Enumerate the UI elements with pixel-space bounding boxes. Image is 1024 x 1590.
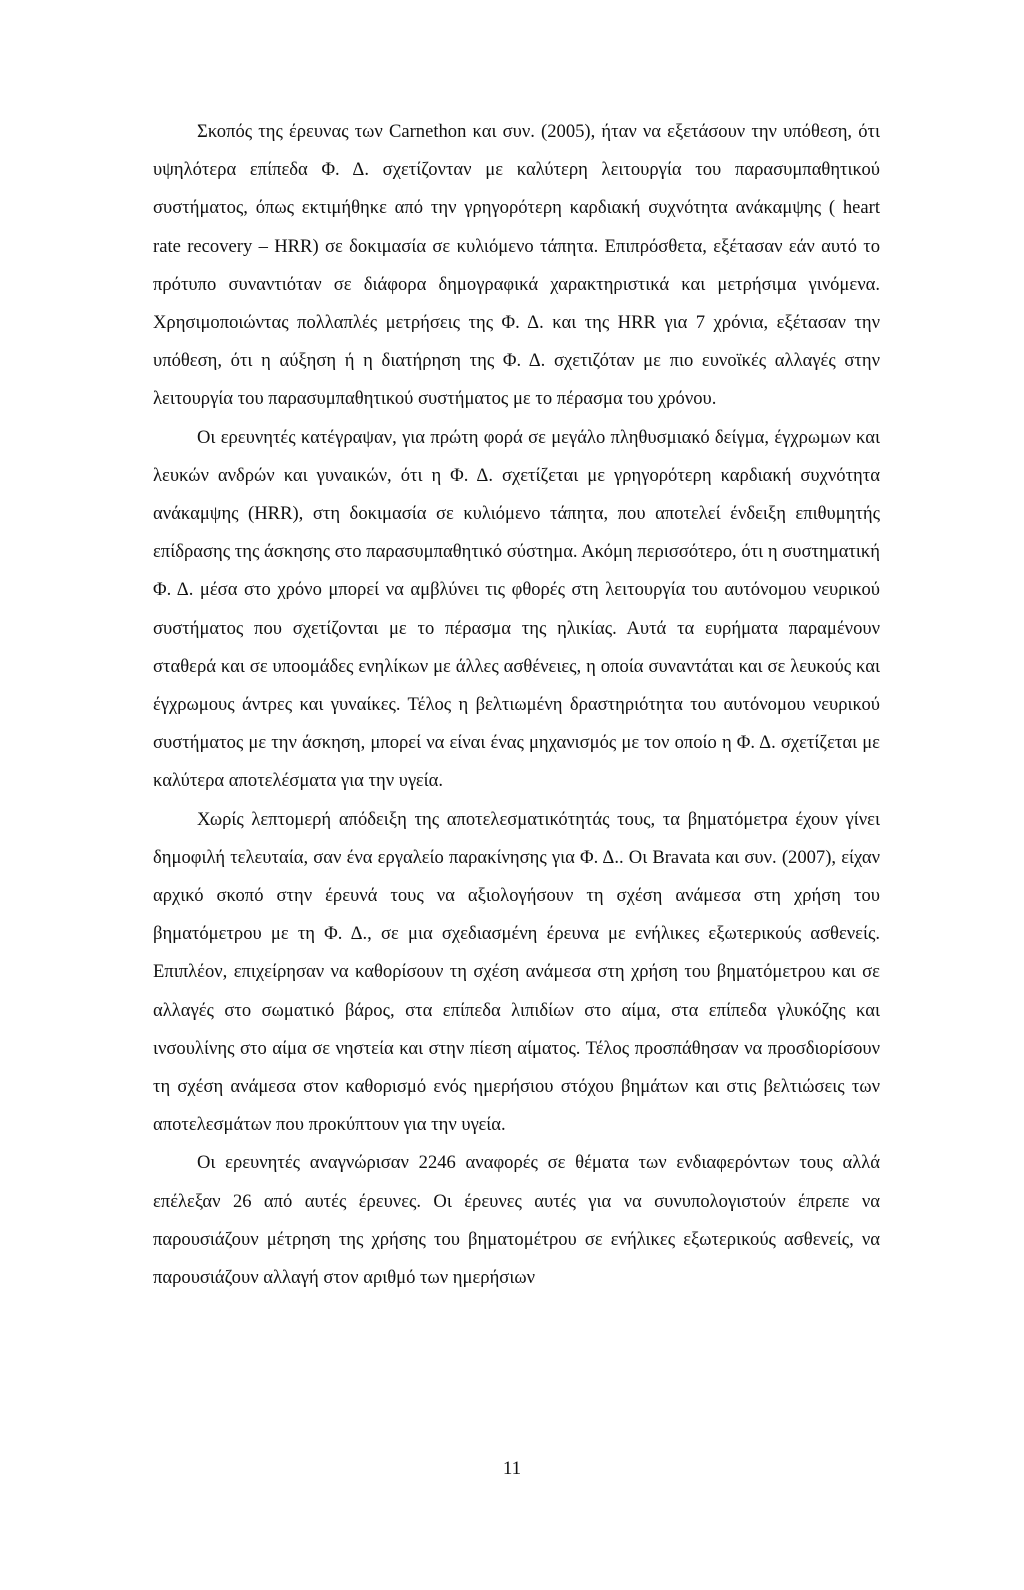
paragraph-identified-reports: Οι ερευνητές αναγνώρισαν 2246 αναφορές σε θέματα των ενδιαφερόντων τους αλλά επέλεξαν 26 από αυτές έρευνες. Οι έρευνες αυτές για να συνυπολογιστούν έπρεπε να παρουσιάζουν μέτρηση της χρήσης του βηματομέτρου σε ενήλικες εξωτερικούς ασθενείς, να παρουσιάζουν αλλαγή στον αριθμό των ημερήσιων [153,1152,880,1289]
paragraph-pedometers: Χωρίς λεπτομερή απόδειξη της αποτελεσματικότητάς τους, τα βηματόμετρα έχουν γίνει δημοφιλή τελευταία, σαν ένα εργαλείο παρακίνησης για Φ. Δ.. Οι Bravata και συν. (2007), είχαν αρχικό σκοπό στην έρευνά τους να αξιολογήσουν τη σχέση ανάμεσα στη χρήση του βηματόμετρου με τη Φ. Δ., σε μια σχεδιασμένη έρευνα με ενήλικες εξωτερικούς ασθενείς. Επιπλέον, επιχείρησαν να καθορίσουν τη σχέση ανάμεσα στη χρήση του βηματόμετρου και σε αλλαγές στο σωματικό βάρος, στα επίπεδα λιπιδίων στο αίμα, στα επίπεδα γλυκόζης και ινσουλίνης στο αίμα σε νηστεία και στην πίεση αίματος. Τέλος προσπάθησαν να προσδιορίσουν τη σχέση ανάμεσα στον καθορισμό ενός ημερήσιου στόχου βημάτων και στις βελτιώσεις των αποτελεσμάτων που προκύπτουν για την υγεία. [153,808,880,1136]
page-number: 11 [502,1458,522,1479]
paragraph-researchers-findings: Οι ερευνητές κατέγραψαν, για πρώτη φορά σε μεγάλο πληθυσμιακό δείγμα, έγχρωμων και λευκών ανδρών και γυναικών, ότι η Φ. Δ. σχετίζεται με γρηγορότερη καρδιακή συχνότητα ανάκαμψης (HRR), στη δοκιμασία σε κυλιόμενο τάπητα, που αποτελεί ένδειξη επιθυμητής επίδρασης της άσκησης στο παρασυμπαθητικό σύστημα. Ακόμη περισσότερο, ότι η συστηματική Φ. Δ. μέσα στο χρόνο μπορεί να αμβλύνει τις φθορές στη λειτουργία του αυτόνομου νευρικού συστήματος που σχετίζονται με το πέρασμα της ηλικίας. Αυτά τα ευρήματα παραμένουν σταθερά και σε υποομάδες ενηλίκων με άλλες ασθένειες, η οποία συναντάται και σε λευκούς και έγχρωμους άντρες και γυναίκες. Τέλος η βελτιωμένη δραστηριότητα του αυτόνομου νευρικού συστήματος με την άσκηση, μπορεί να είναι ένας μηχανισμός με τον οποίο η Φ. Δ. σχετίζεται με καλύτερα αποτελέσματα για την υγεία. [153,426,880,792]
document-body [153,113,880,1297]
paragraph-carnethon-study: Σκοπός της έρευνας των Carnethon και συν. (2005), ήταν να εξετάσουν την υπόθεση, ότι υψηλότερα επίπεδα Φ. Δ. σχετίζονταν με καλύτερη λειτουργία του παρασυμπαθητικού συστήματος, όπως εκτιμήθηκε από την γρηγορότερη καρδιακή συχνότητα ανάκαμψης ( heart rate recovery – HRR) σε δοκιμασία σε κυλιόμενο τάπητα. Επιπρόσθετα, εξέτασαν εάν αυτό το πρότυπο συναντιόταν σε διάφορα δημογραφικά χαρακτηριστικά και μετρήσιμα γινόμενα. Χρησιμοποιώντας πολλαπλές μετρήσεις της Φ. Δ. και της HRR για 7 χρόνια, εξέτασαν την υπόθεση, ότι η αύξηση ή η διατήρηση της Φ. Δ. σχετιζόταν με πιο ευνοϊκές αλλαγές στην λειτουργία του παρασυμπαθητικού συστήματος με το πέρασμα του χρόνου. [153,121,880,410]
